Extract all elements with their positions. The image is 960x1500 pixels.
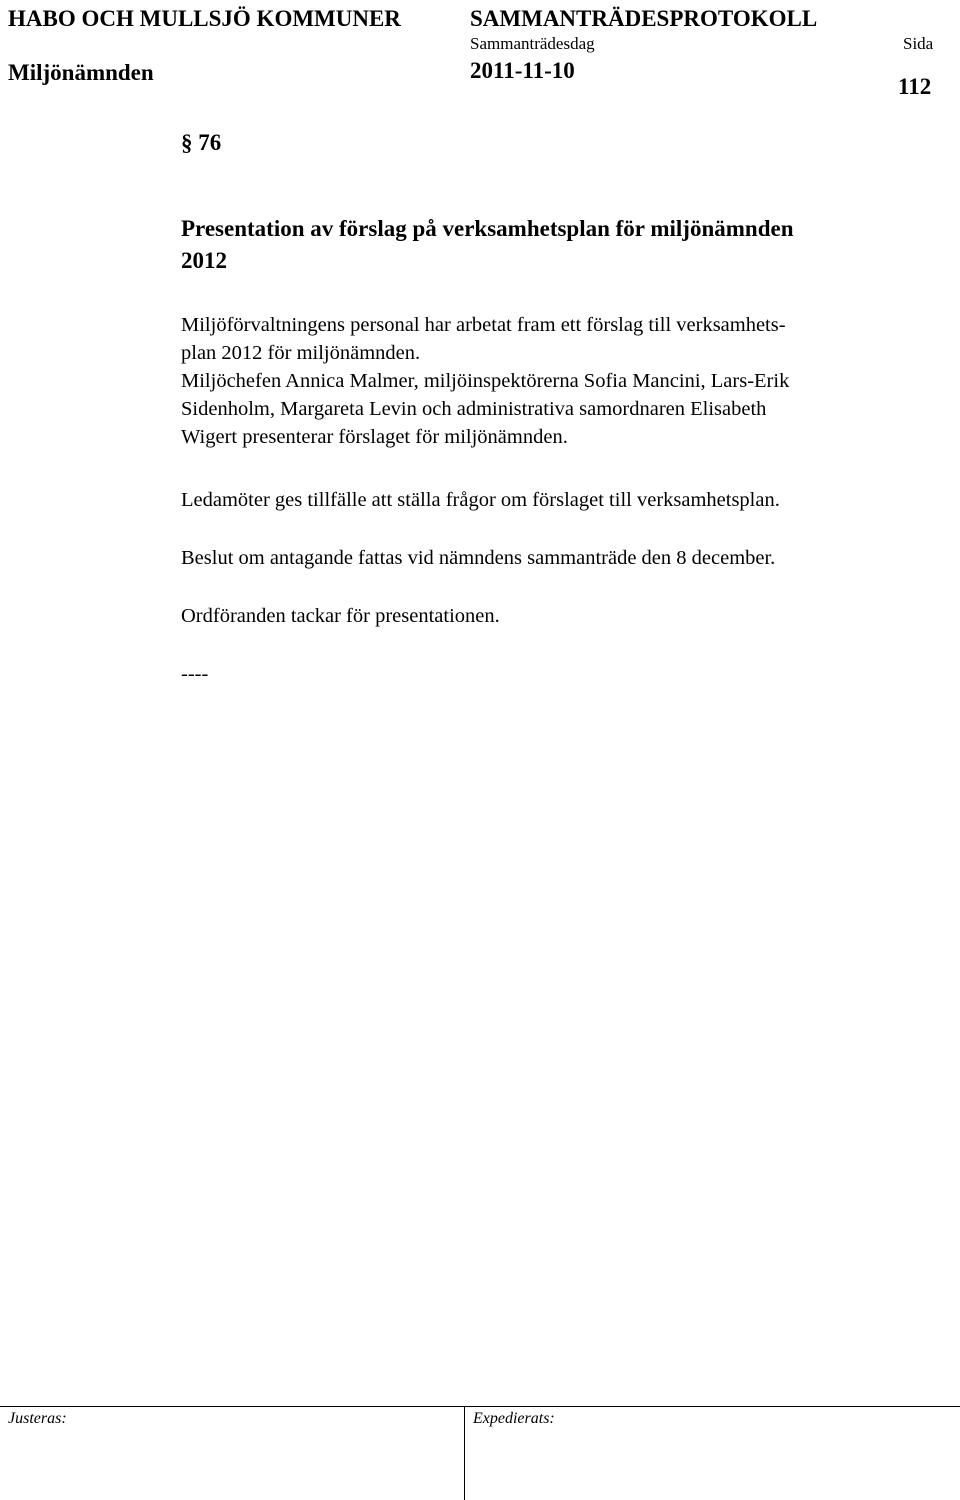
section-number	[181, 130, 221, 156]
text-line: Miljöförvaltningens personal har arbetat fram ett förslag till verksamhets-	[181, 314, 786, 336]
text-line: Beslut om antagande fattas vid nämndens sammanträde den 8 december.	[181, 547, 776, 569]
expedierats-label: Expedierats:	[473, 1410, 555, 1427]
text-line: plan 2012 för miljönämnden.	[181, 342, 421, 364]
meeting-date: 2011-11-10	[470, 58, 575, 83]
justeras-label: Justeras:	[8, 1410, 67, 1427]
page-label: Sida	[903, 34, 934, 53]
section-title	[181, 213, 794, 277]
footer-column-divider	[464, 1406, 465, 1500]
text-line: Ledamöter ges tillfälle att ställa frågor om förslaget till verksamhetsplan.	[181, 489, 780, 511]
section-title-line: 2012	[181, 248, 227, 273]
text-line: Ordföranden tackar för presentationen.	[181, 605, 500, 627]
date-label: Sammanträdesdag	[470, 34, 595, 53]
paragraph-thanks	[181, 602, 941, 630]
page-number: 112	[898, 74, 932, 99]
text-line: Sidenholm, Margareta Levin och administrativa samordnaren Elisabeth	[181, 398, 767, 420]
board-name: Miljönämnden	[8, 60, 154, 85]
text-line: Wigert presenterar förslaget för miljönämnden.	[181, 426, 568, 448]
section-title-line: Presentation av förslag på verksamhetsplan för miljönämnden	[181, 216, 794, 241]
section-separator	[181, 660, 941, 688]
section-number-value: 76	[198, 130, 222, 155]
footer-divider	[0, 1406, 960, 1407]
document-type: SAMMANTRÄDESPROTOKOLL	[470, 6, 818, 31]
organization-name: HABO OCH MULLSJÖ KOMMUNER	[8, 6, 401, 31]
text-line: Miljöchefen Annica Malmer, miljöinspektörerna Sofia Mancini, Lars-Erik	[181, 370, 790, 392]
section-symbol: §	[181, 130, 193, 155]
paragraph-questions	[181, 486, 941, 514]
paragraph-decision	[181, 544, 941, 572]
paragraph-presentation	[181, 311, 941, 451]
separator-text: ----	[181, 663, 209, 685]
